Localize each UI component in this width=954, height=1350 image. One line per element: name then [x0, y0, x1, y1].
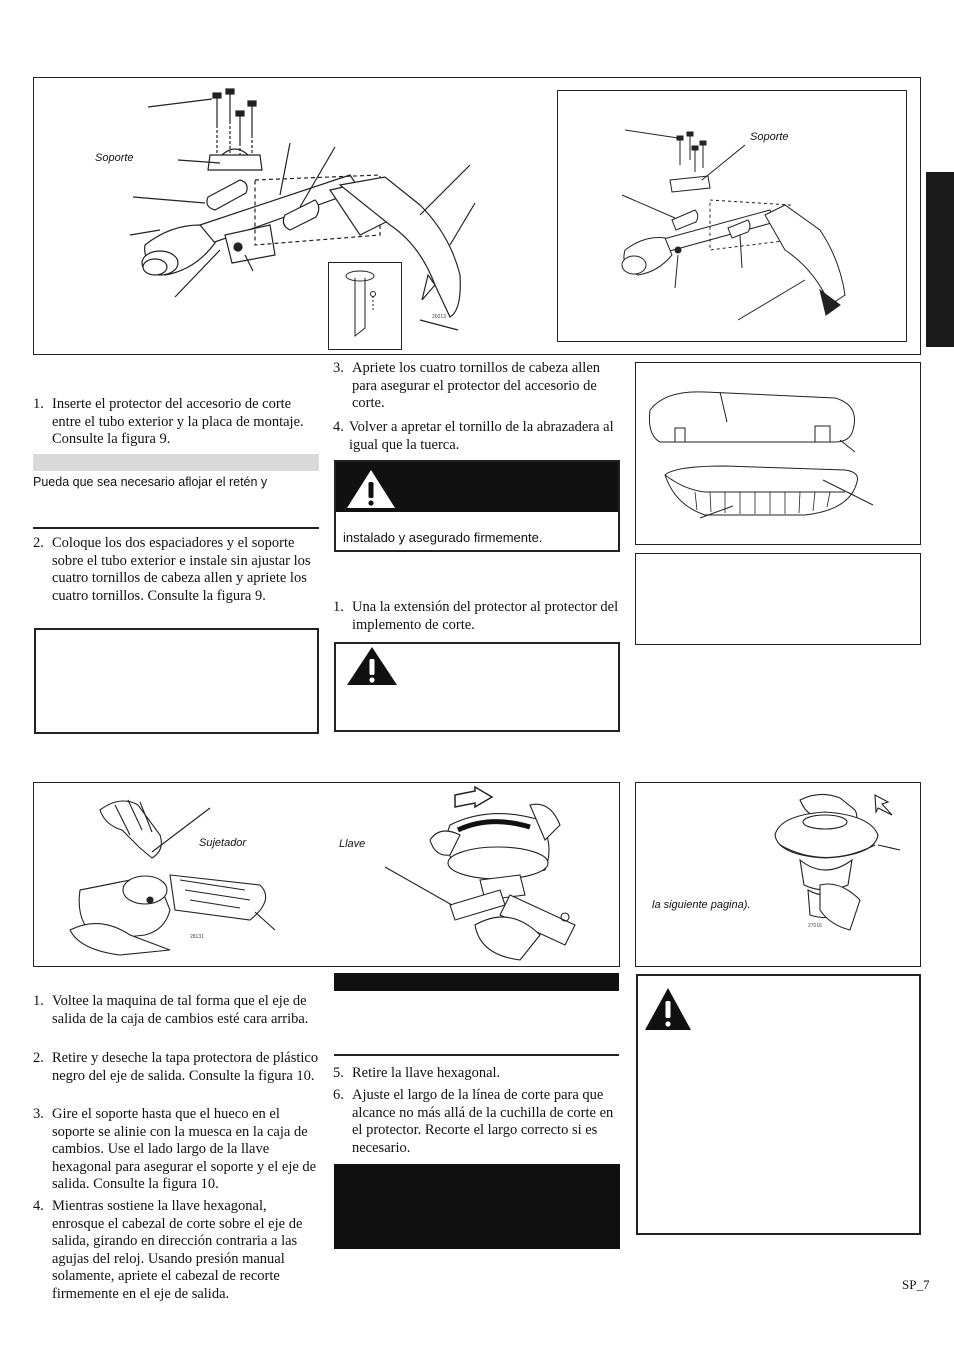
- warning-triangle-icon: [345, 468, 397, 510]
- step-text: Voltee la maquina de tal forma que el eje de salida de la caja de cambios esté cara arriba.: [52, 993, 309, 1027]
- col3-notice-box: [635, 553, 921, 645]
- step-number: 2.: [33, 535, 44, 551]
- col1-bottom-step: [33, 1050, 321, 1085]
- note-text: Pueda que sea necesario aflojar el retén y: [33, 475, 268, 489]
- step-text: Gire el soporte hasta que el hueco en el soporte se alinie con la muesca en la caja de cambios. Use el lado largo de la llave hexagonal para asegurar el soporte y el eje de salida. Consulte la figura 10.: [52, 1106, 317, 1192]
- col2-step-3: [333, 360, 623, 413]
- col2-bottom-step: [333, 1087, 623, 1157]
- step-number: 5.: [333, 1065, 344, 1081]
- col1-bottom-step: [33, 993, 321, 1028]
- step-text: Coloque los dos espaciadores y el soporte sobre el tubo exterior e instale sin ajustar los cuatro tornillos de cabeza allen y apriete los cuatro tornillos. Consulte la figura 9.: [52, 535, 311, 604]
- figure-9-left-illustration: [90, 85, 490, 350]
- figure-9-inset-id: 26013: [432, 314, 446, 320]
- figure-11-caption: la siguiente pagina).: [652, 899, 751, 911]
- col2-extension-step-1: [333, 599, 623, 634]
- col2-bottom-step: [333, 1065, 623, 1083]
- step-text: Apriete los cuatro tornillos de cabeza allen para asegurar el protector del accesorio de corte.: [352, 360, 601, 411]
- step-text: Retire la llave hexagonal.: [352, 1065, 501, 1081]
- step-number: 6.: [333, 1087, 344, 1103]
- note-bottom-rule: [33, 527, 319, 529]
- figure-10-left-id: 28131: [190, 934, 204, 940]
- section-side-tab: [926, 172, 954, 347]
- col1-bottom-step: [33, 1106, 321, 1194]
- step-text: Una la extensión del protector al protector del implemento de corte.: [352, 599, 619, 633]
- step-text: Volver a apretar el tornillo de la abrazadera al igual que la tuerca.: [349, 419, 614, 453]
- figure-10-callout-sujetador: Sujetador: [199, 837, 247, 849]
- col1-step-1: [33, 396, 318, 449]
- col2-black-notice-box: [334, 1164, 620, 1249]
- step-number: 4.: [333, 419, 344, 435]
- figure-10-right-illustration: [380, 785, 610, 965]
- step-text: Mientras sostiene la llave hexagonal, enrosque el cabezal de corte sobre el eje de salida, girando en dirección contraria a las agujas del reloj. Usando presión manual solamente, apriete el cabezal de recorte firmemente en el eje de salida.: [52, 1198, 303, 1302]
- col2-note-header-bar: [334, 973, 619, 991]
- guard-extension-illustration: [645, 380, 885, 530]
- warning-triangle-icon: [345, 645, 399, 687]
- step-number: 2.: [33, 1050, 44, 1066]
- figure-9-inset-illustration: [335, 266, 395, 346]
- figure-11-illustration: [760, 790, 910, 955]
- step-number: 4.: [33, 1198, 44, 1214]
- col2-note-bottom-rule: [334, 1054, 619, 1056]
- warning-1-text: instalado y asegurado firmemente.: [343, 530, 543, 545]
- col2-step-4: [333, 419, 623, 454]
- page-number: SP_7: [902, 1277, 930, 1292]
- figure-9-callout-soporte-right: Soporte: [750, 131, 789, 143]
- note-header-bar: [33, 454, 319, 471]
- step-text: Retire y deseche la tapa protectora de plástico negro del eje de salida. Consulte la figura 10.: [52, 1050, 319, 1084]
- step-number: 3.: [333, 360, 344, 376]
- step-number: 1.: [33, 993, 44, 1009]
- step-text: Ajuste el largo de la línea de corte para que alcance no más allá de la cuchilla de corte en el protector. Recorte el largo correcto si es necesario.: [352, 1087, 614, 1156]
- step-number: 3.: [33, 1106, 44, 1122]
- step-number: 1.: [33, 396, 44, 412]
- step-number: 1.: [333, 599, 344, 615]
- col1-bottom-step: [33, 1198, 321, 1303]
- step-text: Inserte el protector del accesorio de corte entre el tubo exterior y la placa de montaje. Consulte la figura 9.: [52, 396, 304, 447]
- figure-9-callout-soporte-left: Soporte: [95, 152, 134, 164]
- figure-11-id: 27016: [808, 923, 822, 929]
- warning-triangle-icon: [643, 986, 693, 1032]
- figure-9-right-illustration: [600, 110, 900, 340]
- figure-10-callout-llave: Llave: [339, 838, 366, 850]
- col1-notice-box: [34, 628, 319, 734]
- col1-step-2: [33, 535, 318, 605]
